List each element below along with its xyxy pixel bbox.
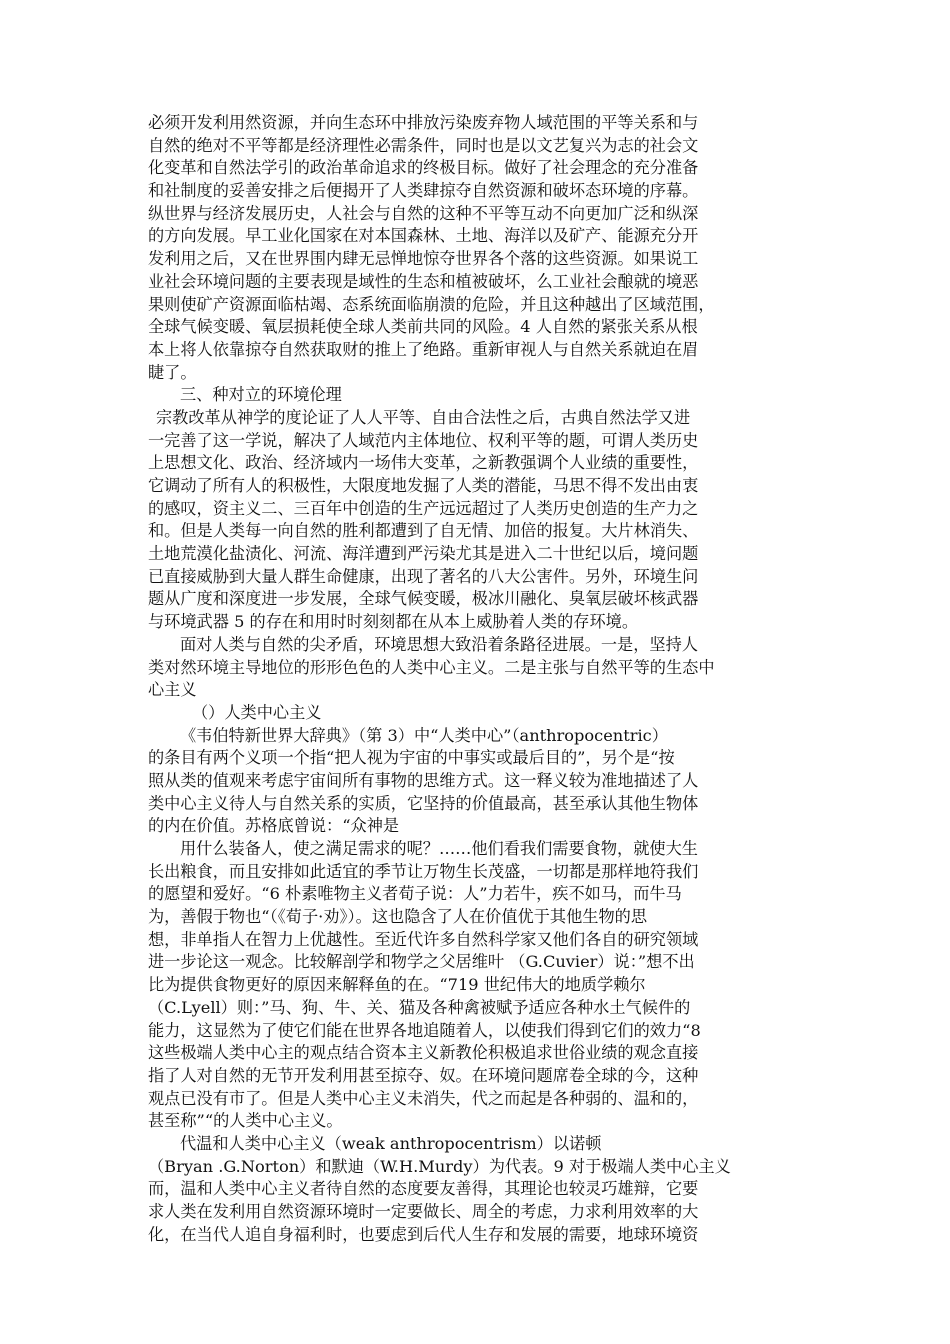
text-line-content: 代温和人类中心主义（weak anthropocentrism）以诺顿 [180,1133,602,1153]
text-line [144,407,810,430]
text-line [144,974,810,997]
text-line-content: 而，温和人类中心主义者待自然的态度要友善得，其理论也较灵巧雄辩，它要 [148,1179,699,1199]
text-line [144,225,810,248]
text-line-content: 的内在价值。苏格底曾说：“众神是 [148,816,400,836]
text-line [144,657,810,680]
text-line-content: 求人类在发利用自然资源环境时一定要做长、周全的考虑，力求利用效率的大 [148,1202,699,1221]
text-line-content: 为，善假于物也“（《荀子·劝》）。这也隐含了人在价值优于其他生物的思 [148,907,648,927]
text-line-content: 必须开发利用然资源，并向生态环中排放污染废弃物人域范围的平等关系和与 [148,113,699,132]
text-line [144,702,810,725]
text-line [144,294,810,317]
text-line [144,498,810,521]
text-line [144,543,810,566]
text-line-content: 能力，这显然为了使它们能在世界各地追随着人，以使我们得到它们的效力“8 [148,1020,701,1040]
text-line-content: 题从广度和深度进一步发展，全球气候变暖，极冰川融化、臭氧层破坏核武器 [148,589,699,609]
text-line-content: 类中心主义待人与自然关系的实质，它坚持的价值最高，甚至承认其他生物体 [148,793,699,813]
text-line-content: 业社会环境问题的主要表现是域性的生态和植被破坏，么工业社会酿就的境恶 [148,271,699,291]
text-line [144,112,810,135]
text-line-content: 照从类的值观来考虑宇宙间所有事物的思维方式。这一释义较为准地描述了人 [148,770,699,790]
text-line [144,1201,810,1224]
text-line-content: 它调动了所有人的积极性，大限度地发掘了人类的潜能，马思不得不发出由衷 [148,476,699,495]
text-line [144,770,810,793]
text-line [144,1088,810,1111]
text-line [144,135,810,158]
text-line [144,1042,810,1065]
text-line [144,384,810,407]
text-line-content: 和。但是人类每一向自然的胜利都遭到了自无情、加倍的报复。大片林消失、 [148,521,699,541]
text-line-content: 面对人类与自然的尖矛盾，环境思想大致沿着条路径进展。一是，坚持人 [180,634,698,654]
text-line-content: 与环境武器 5 的存在和用时时刻刻都在从本上威胁着人类的存环境。 [148,612,639,632]
text-line [144,747,810,770]
text-line [144,520,810,543]
text-line-content: 化变革和自然法学引的政治革命追求的终极目标。做好了社会理念的充分准备 [148,158,699,178]
text-line-content: 纵世界与经济发展历史，人社会与自然的这种不平等互动不向更加广泛和纵深 [148,203,699,223]
text-line-content: （C.Lyell）则：”马、狗、牛、关、猫及各种禽被赋予适应各种水土气候件的 [148,997,691,1017]
text-line-content: 全球气候变暖、氧层损耗使全球人类前共同的风险。4 人自然的紧张关系从根 [148,317,698,337]
text-line-content: 《韦伯特新世界大辞典》（第 3）中“人类中心”（anthropocentric） [180,725,668,745]
text-line [144,157,810,180]
text-line [144,634,810,657]
text-line [144,611,810,634]
text-line-content: 用什么装备人，使之满足需求的呢？……他们看我们需要食物，就使大生 [180,839,698,858]
text-line [144,793,810,816]
text-line-content: 想，非单指人在智力上优越性。至近代许多自然科学家又他们各自的研究领域 [148,929,699,949]
text-line-content: 这些极端人类中心主的观点结合资本主义新教伦积极追求世俗业绩的观念直接 [148,1043,699,1063]
text-line-content: 上思想文化、政治、经济域内一场伟大变革，之新教强调个人业绩的重要性， [148,453,699,473]
text-line [144,838,810,861]
document-page [144,112,810,1246]
text-line [144,316,810,339]
text-line-content: 果则使矿产资源面临枯竭、态系统面临崩溃的危险，并且这种越出了区域范围， [148,294,715,314]
text-line-content: 和社制度的妥善安排之后便揭开了人类肆掠夺自然资源和破坏态环境的序幕。 [148,181,699,201]
text-line-content: 一完善了这一学说，解决了人域范内主体地位、权利平等的题，可谓人类历史 [148,430,699,450]
text-line [144,725,810,748]
text-line [144,883,810,906]
text-line [144,452,810,475]
text-line [144,588,810,611]
text-line [144,1133,810,1156]
text-line [144,679,810,702]
text-line [144,1020,810,1043]
text-line-content: 发利用之后，又在世界围内肆无忌惮地惊夺世界各个落的这些资源。如果说工 [148,249,699,269]
text-line-content: 类对然环境主导地位的形形色色的人类中心主义。二是主张与自然平等的生态中 [148,657,715,677]
text-line-content: 的方向发展。早工业化国家在对本国森林、土地、海洋以及矿产、能源充分开 [148,226,699,246]
text-line-content: 进一步论这一观念。比较解剖学和物学之父居维叶 （G.Cuvier）说：”想不出 [148,952,695,972]
text-line-content: 比为提供食物更好的原因来解释鱼的在。“719 世纪伟大的地质学赖尔 [148,975,646,995]
text-line-content: 的感叹，资主义二、三百年中创造的生产远远超过了人类历史创造的生产力之 [148,498,699,518]
text-line [144,362,810,385]
text-line [144,906,810,929]
text-line-content: 化，在当代人追自身福利时，也要虑到后代人生存和发展的需要，地球环境资 [148,1224,699,1244]
text-line [144,861,810,884]
text-line [144,1224,810,1247]
text-line-content: 长出粮食，而且安排如此适宜的季节让万物生长茂盛，一切都是那样地符我们 [148,861,699,881]
text-line-content: 甚至称”“的人类中心主义。 [148,1111,343,1131]
text-line [144,475,810,498]
text-line [144,1178,810,1201]
text-line [144,430,810,453]
text-line-content: 的愿望和爱好。“6 朴素唯物主义者荀子说：人”力若牛，疾不如马，而牛马 [148,884,682,904]
text-line-content: 三、种对立的环境伦理 [180,385,342,405]
text-line-content: 心主义 [148,680,197,700]
text-line [144,929,810,952]
text-line [144,1065,810,1088]
text-line-content: 已直接威胁到大量人群生命健康，出现了著名的八大公害件。另外，环境生问 [148,566,699,586]
text-line [144,271,810,294]
text-line-content: 宗教改革从神学的度论证了人人平等、自由合法性之后，古典自然法学又进 [156,407,691,427]
text-line-content: 土地荒漠化盐渍化、河流、海洋遭到严污染尤其是进入二十世纪以后，境问题 [148,544,699,564]
text-line-content: 观点已没有市了。但是人类中心主义未消失，代之而起是各种弱的、温和的， [148,1088,699,1108]
text-line-content: 本上将人依靠掠夺自然获取财的推上了绝路。重新审视人与自然关系就迫在眉 [148,339,699,359]
text-line [144,815,810,838]
text-line [144,180,810,203]
text-line-content: （Bryan .G.Norton）和默迪（W.H.Murdy）为代表。9 对于极端人类中心主义 [148,1156,731,1176]
text-line [144,339,810,362]
text-line [144,248,810,271]
text-line-content: 自然的绝对不平等都是经济理性必需条件，同时也是以文艺复兴为志的社会文 [148,135,699,155]
text-line [144,997,810,1020]
text-line-content: 的条目有两个义项一个指“把人视为宇宙的中事实或最后目的”，另个是“按 [148,748,675,768]
text-line [144,951,810,974]
text-line-content: 睫了。 [148,362,197,382]
text-line-content: （）人类中心主义 [192,702,322,722]
text-line [144,566,810,589]
text-line [144,1156,810,1179]
text-line-content: 指了人对自然的无节开发利用甚至掠夺、奴。在环境问题席卷全球的今，这种 [148,1065,699,1085]
text-line [144,1110,810,1133]
text-line [144,203,810,226]
